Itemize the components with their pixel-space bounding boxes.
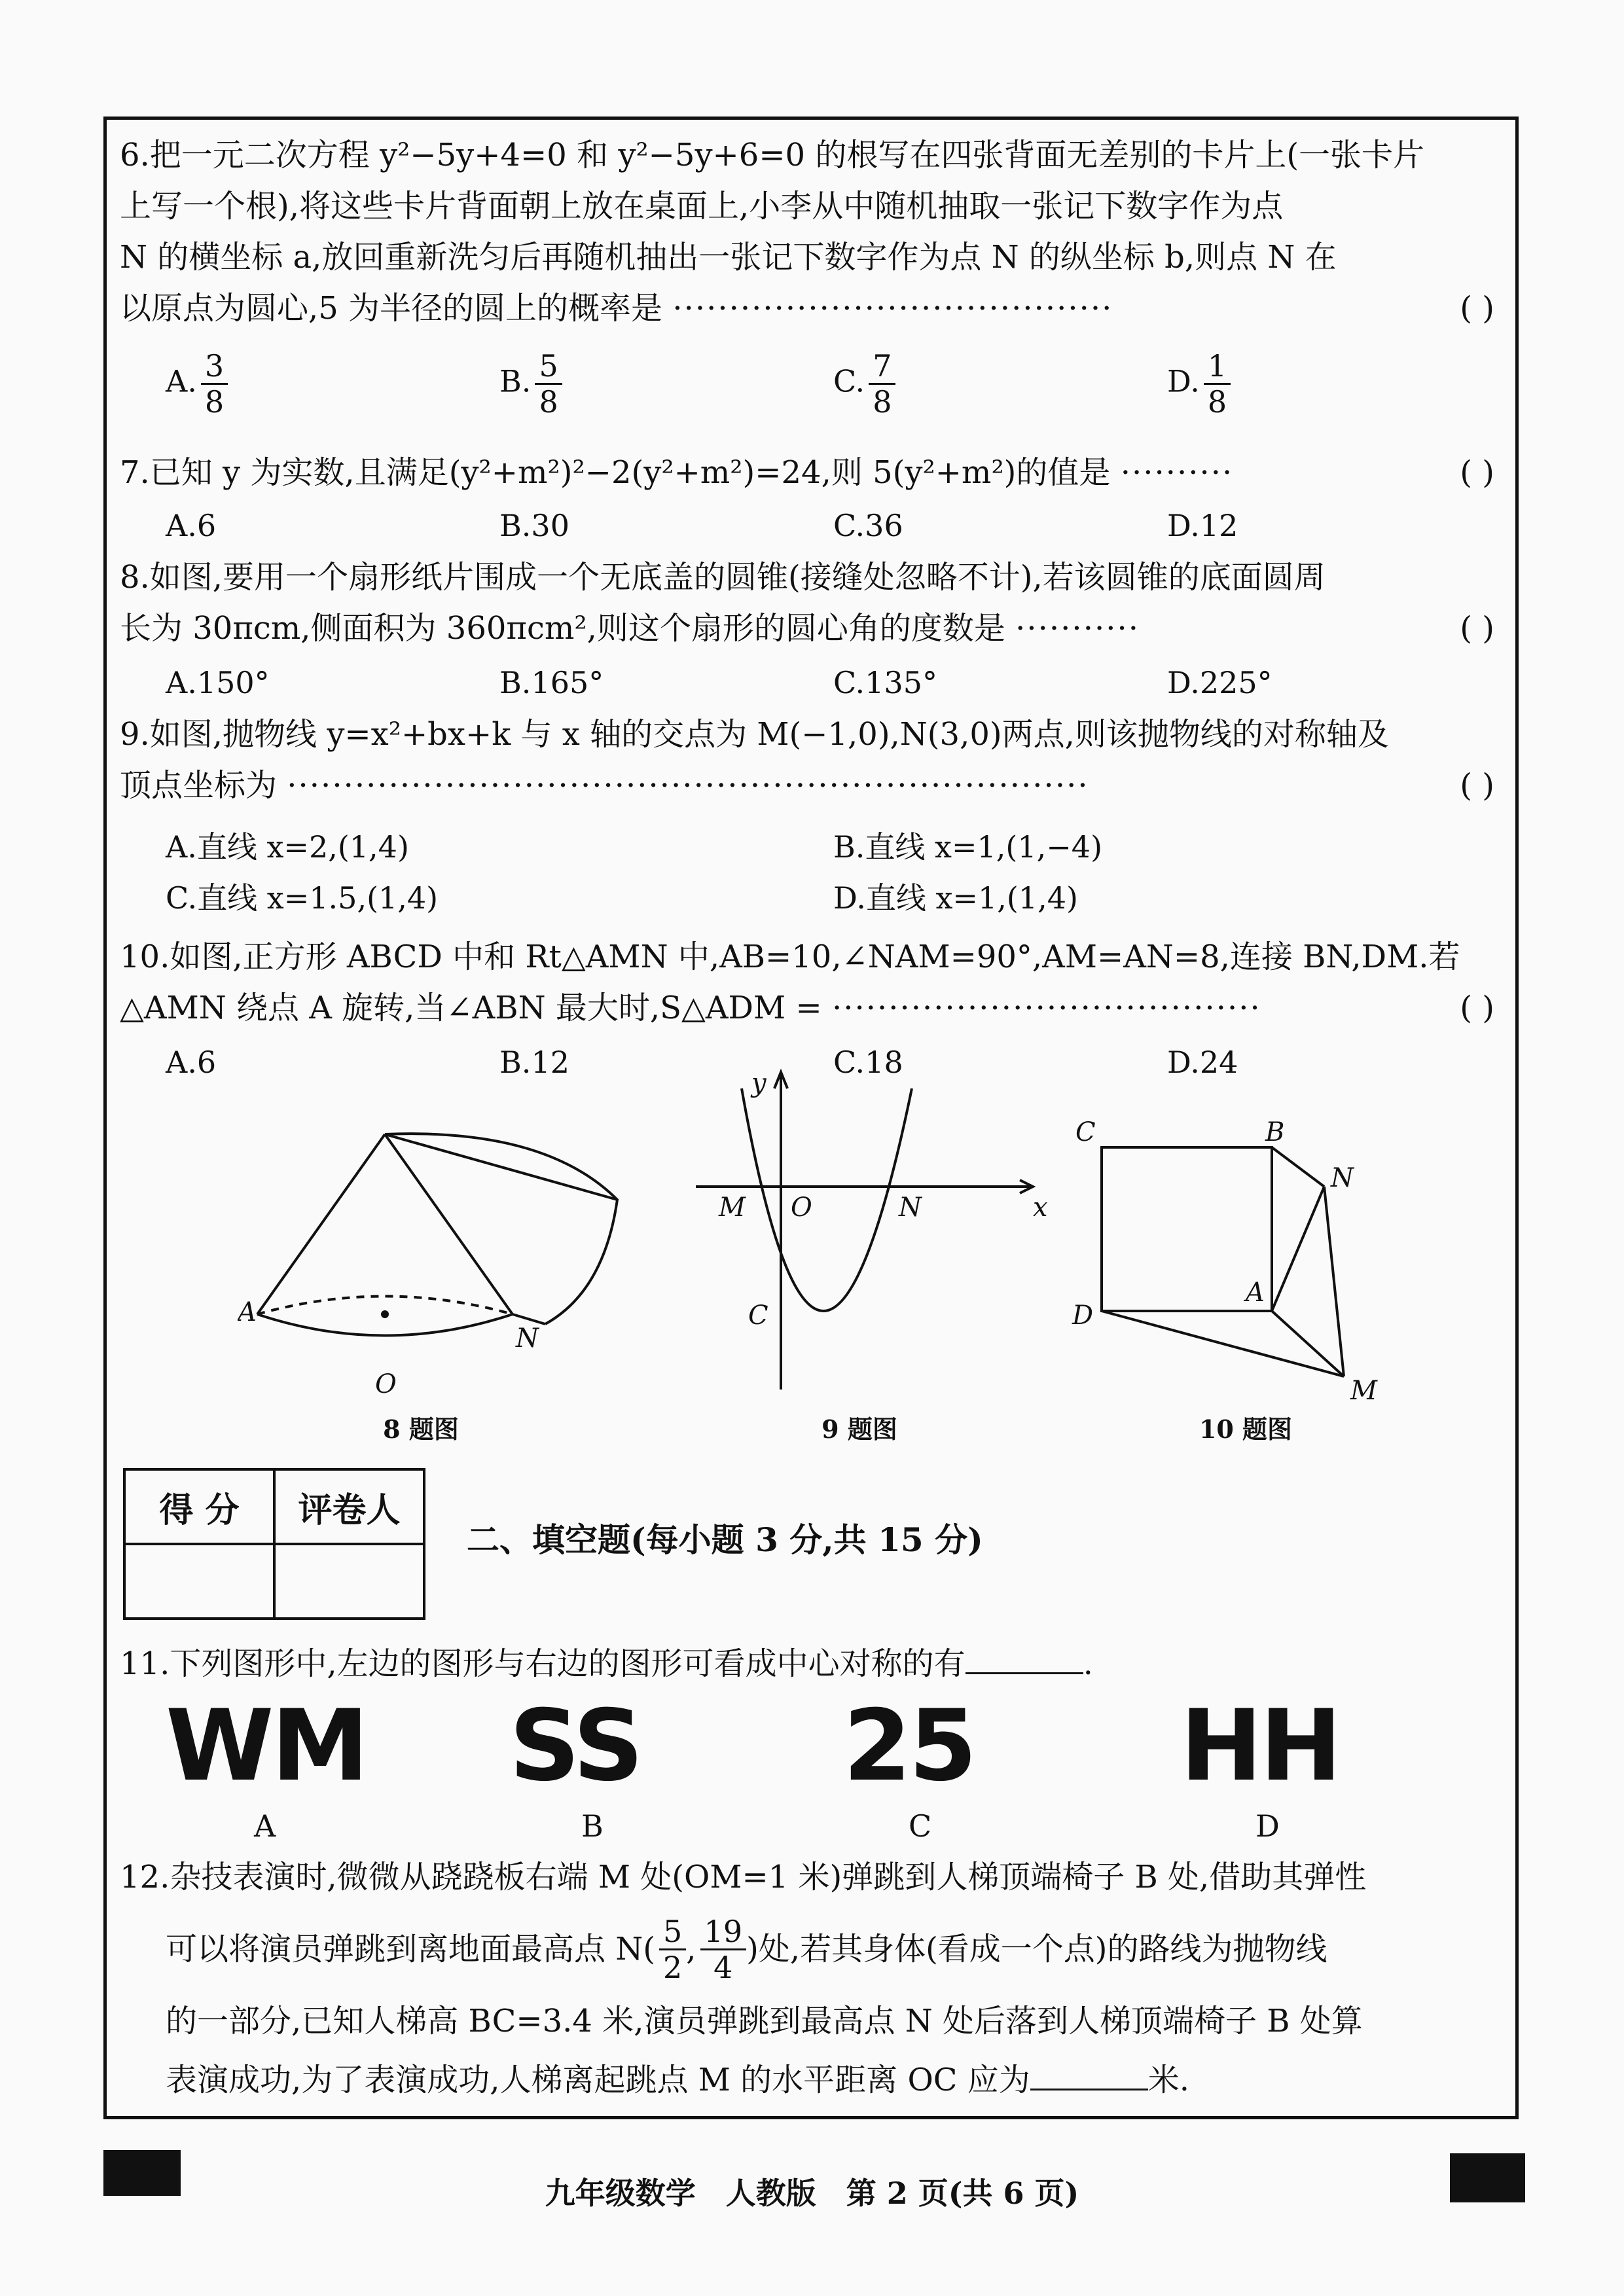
grader-header: 评卷人 bbox=[274, 1469, 424, 1544]
label-C: C bbox=[1075, 1117, 1096, 1147]
answer-paren: ( ) bbox=[1460, 767, 1494, 804]
q10-option-d: D.24 bbox=[1167, 1045, 1238, 1080]
question-11: 11.下列图形中,左边的图形与右边的图形可看成中心对称的有 . bbox=[120, 1645, 1093, 1682]
q8-option-d: D.225° bbox=[1167, 665, 1272, 700]
q11-label-b: B bbox=[581, 1808, 604, 1844]
cone-center-point bbox=[381, 1310, 389, 1318]
parabola-curve bbox=[742, 1088, 912, 1311]
q10-option-a: A.6 bbox=[166, 1045, 217, 1080]
q11-text: 11.下列图形中,左边的图形与右边的图形可看成中心对称的有 bbox=[120, 1645, 965, 1682]
q11-label-c: C bbox=[909, 1808, 932, 1844]
label-O: O bbox=[375, 1369, 397, 1399]
label-x: x bbox=[1033, 1193, 1048, 1223]
answer-paren: ( ) bbox=[1460, 290, 1494, 327]
q12-line-1: 12.杂技表演时,微微从跷跷板右端 M 处(OM=1 米)弹跳到人梯顶端椅子 B 处,借助其弹性 bbox=[120, 1859, 1367, 1895]
q11-item-d-glyphs: HH bbox=[1180, 1689, 1340, 1803]
figure-10-caption: 10 题图 bbox=[1199, 1414, 1293, 1444]
figure-9-parabola bbox=[683, 1062, 1049, 1403]
q11-answer-blank bbox=[965, 1672, 1083, 1674]
q12-line-4: 表演成功,为了表演成功,人梯离起跳点 M 的水平距离 OC 应为 bbox=[166, 2062, 1030, 2098]
label-M: M bbox=[719, 1193, 746, 1223]
score-header: 得 分 bbox=[124, 1469, 274, 1544]
question-6 bbox=[120, 130, 1501, 334]
q6-line-3: N 的横坐标 a,放回重新洗匀后再随机抽出一张记下数字作为点 N 的纵坐标 b,则点 N 在 bbox=[120, 239, 1337, 276]
q6-option-a: A. $\frac{3}{8}$ bbox=[166, 349, 228, 419]
q12-frac-5-2: $\frac{5}{2}$ bbox=[659, 1914, 686, 1984]
q9-line-2: 顶点坐标为 bbox=[120, 767, 278, 804]
q10-option-b: B.12 bbox=[499, 1045, 569, 1080]
q10-line-2: △AMN 绕点 A 旋转,当∠ABN 最大时,S△ADM = bbox=[120, 990, 822, 1026]
q11-item-a-glyphs: WM bbox=[166, 1689, 367, 1803]
q8-line-1: 8.如图,要用一个扇形纸片围成一个无底盖的圆锥(接缝处忽略不计),若该圆锥的底面圆周 bbox=[120, 559, 1326, 596]
q8-option-c: C.135° bbox=[833, 665, 937, 700]
dot-leader: ······································································· bbox=[287, 767, 1089, 804]
label-y: y bbox=[751, 1068, 767, 1098]
label-M: M bbox=[1350, 1376, 1377, 1403]
figure-9-caption: 9 题图 bbox=[821, 1414, 897, 1444]
q9-option-a: A.直线 x=2,(1,4) bbox=[166, 829, 409, 865]
section-2-title: 二、填空题(每小题 3 分,共 15 分) bbox=[467, 1520, 983, 1559]
q9-option-b: B.直线 x=1,(1,−4) bbox=[833, 829, 1103, 865]
q11-item-c-glyphs: 25 bbox=[843, 1689, 975, 1803]
figure-8-cone bbox=[238, 1102, 630, 1403]
dot-leader: ······································· bbox=[672, 290, 1113, 327]
label-D: D bbox=[1072, 1300, 1094, 1331]
q12-frac-19-4: $\frac{19}{4}$ bbox=[700, 1914, 747, 1984]
label-A: A bbox=[238, 1297, 257, 1327]
answer-paren: ( ) bbox=[1460, 454, 1494, 491]
q6-option-d: D. $\frac{1}{8}$ bbox=[1167, 349, 1231, 419]
cone-side-left bbox=[257, 1134, 385, 1314]
q6-line-2: 上写一个根),将这些卡片背面朝上放在桌面上,小李从中随机抽取一张记下数字作为点 bbox=[120, 188, 1284, 224]
label-N: N bbox=[516, 1323, 539, 1354]
label-N: N bbox=[899, 1193, 922, 1223]
q9-option-c: C.直线 x=1.5,(1,4) bbox=[166, 880, 439, 916]
q7-option-b: B.30 bbox=[499, 508, 569, 543]
q8-option-a: A.150° bbox=[166, 665, 270, 700]
grader-cell bbox=[274, 1544, 424, 1619]
page-footer: 九年级数学 人教版 第 2 页(共 6 页) bbox=[545, 2176, 1079, 2211]
label-O: O bbox=[791, 1193, 812, 1223]
q7-option-c: C.36 bbox=[833, 508, 903, 543]
q11-label-d: D bbox=[1255, 1808, 1280, 1844]
score-table bbox=[123, 1468, 425, 1620]
dot-leader: ··········· bbox=[1015, 610, 1140, 647]
segment-BN bbox=[1272, 1147, 1324, 1187]
q12-line-3: 的一部分,已知人梯高 BC=3.4 米,演员弹跳到最高点 N 处后落到人梯顶端椅子 B 处算 bbox=[166, 2003, 1363, 2039]
q8-line-2: 长为 30πcm,侧面积为 360πcm²,则这个扇形的圆心角的度数是 bbox=[120, 610, 1005, 647]
question-12: 12.杂技表演时,微微从跷跷板右端 M 处(OM=1 米)弹跳到人梯顶端椅子 B 处,借助其弹性 可以将演员弹跳到离地面最高点 N( $\frac{5}{2}$ , $\frac{19}{4}$ )处,若其身体(看成一个点)的路线为抛物线 的一部分,已知人梯高 BC=3.4 米,演员弹跳到最高点 N 处后落到人梯顶端椅子 B 处算 表演成功,为了表演成功,人梯离起跳点 M 的水平距离 OC 应为 米. bbox=[120, 1848, 1501, 2109]
q7-option-d: D.12 bbox=[1167, 508, 1238, 543]
label-C: C bbox=[748, 1300, 768, 1331]
label-N: N bbox=[1331, 1163, 1354, 1193]
cone-side-right bbox=[385, 1134, 513, 1314]
q12-line-2b: )处,若其身体(看成一个点)的路线为抛物线 bbox=[746, 1931, 1327, 1967]
figure-10-square bbox=[1049, 1115, 1455, 1403]
q9-line-1: 9.如图,抛物线 y=x²+bx+k 与 x 轴的交点为 M(−1,0),N(3,0)两点,则该抛物线的对称轴及 bbox=[120, 716, 1389, 753]
dot-leader: ······································ bbox=[831, 990, 1261, 1026]
dot-leader: ·········· bbox=[1120, 454, 1234, 491]
score-cell bbox=[124, 1544, 274, 1619]
q9-option-d: D.直线 x=1,(1,4) bbox=[833, 880, 1078, 916]
q11-item-b-glyphs: SS bbox=[509, 1689, 641, 1803]
sector-edge-top bbox=[385, 1134, 617, 1200]
q7-text: 7.已知 y 为实数,且满足(y²+m²)²−2(y²+m²)=24,则 5(y²+m²)的值是 bbox=[120, 454, 1111, 491]
q11-label-a: A bbox=[254, 1808, 276, 1844]
q10-option-c: C.18 bbox=[833, 1045, 903, 1080]
q12-answer-blank bbox=[1030, 2089, 1148, 2090]
q12-line-2a: 可以将演员弹跳到离地面最高点 N( bbox=[166, 1931, 655, 1967]
segment-NM bbox=[1324, 1187, 1344, 1376]
q6-line-1: 6.把一元二次方程 y²−5y+4=0 和 y²−5y+6=0 的根写在四张背面无差别的卡片上(一张卡片 bbox=[120, 137, 1425, 173]
q12-line-4-end: 米. bbox=[1147, 2062, 1190, 2098]
question-7 bbox=[120, 447, 1501, 498]
q8-option-b: B.165° bbox=[499, 665, 604, 700]
q6-line-4: 以原点为圆心,5 为半径的圆上的概率是 bbox=[120, 290, 663, 327]
answer-paren: ( ) bbox=[1460, 610, 1494, 647]
question-8 bbox=[120, 552, 1501, 654]
q6-option-c: C. $\frac{7}{8}$ bbox=[833, 349, 895, 419]
sector-arc bbox=[385, 1134, 617, 1324]
q10-line-1: 10.如图,正方形 ABCD 中和 Rt△AMN 中,AB=10,∠NAM=90°,AM=AN=8,连接 BN,DM.若 bbox=[120, 939, 1460, 975]
answer-paren: ( ) bbox=[1460, 990, 1494, 1026]
question-10 bbox=[120, 931, 1501, 1033]
label-B: B bbox=[1265, 1117, 1285, 1147]
seam-to-arc bbox=[513, 1314, 545, 1324]
segment-AN bbox=[1272, 1187, 1324, 1311]
question-9 bbox=[120, 709, 1501, 811]
q6-option-b: B. $\frac{5}{8}$ bbox=[499, 349, 562, 419]
figure-8-caption: 8 题图 bbox=[383, 1414, 459, 1444]
label-A: A bbox=[1246, 1278, 1265, 1308]
q7-option-a: A.6 bbox=[166, 508, 217, 543]
exam-frame bbox=[103, 117, 1519, 2119]
